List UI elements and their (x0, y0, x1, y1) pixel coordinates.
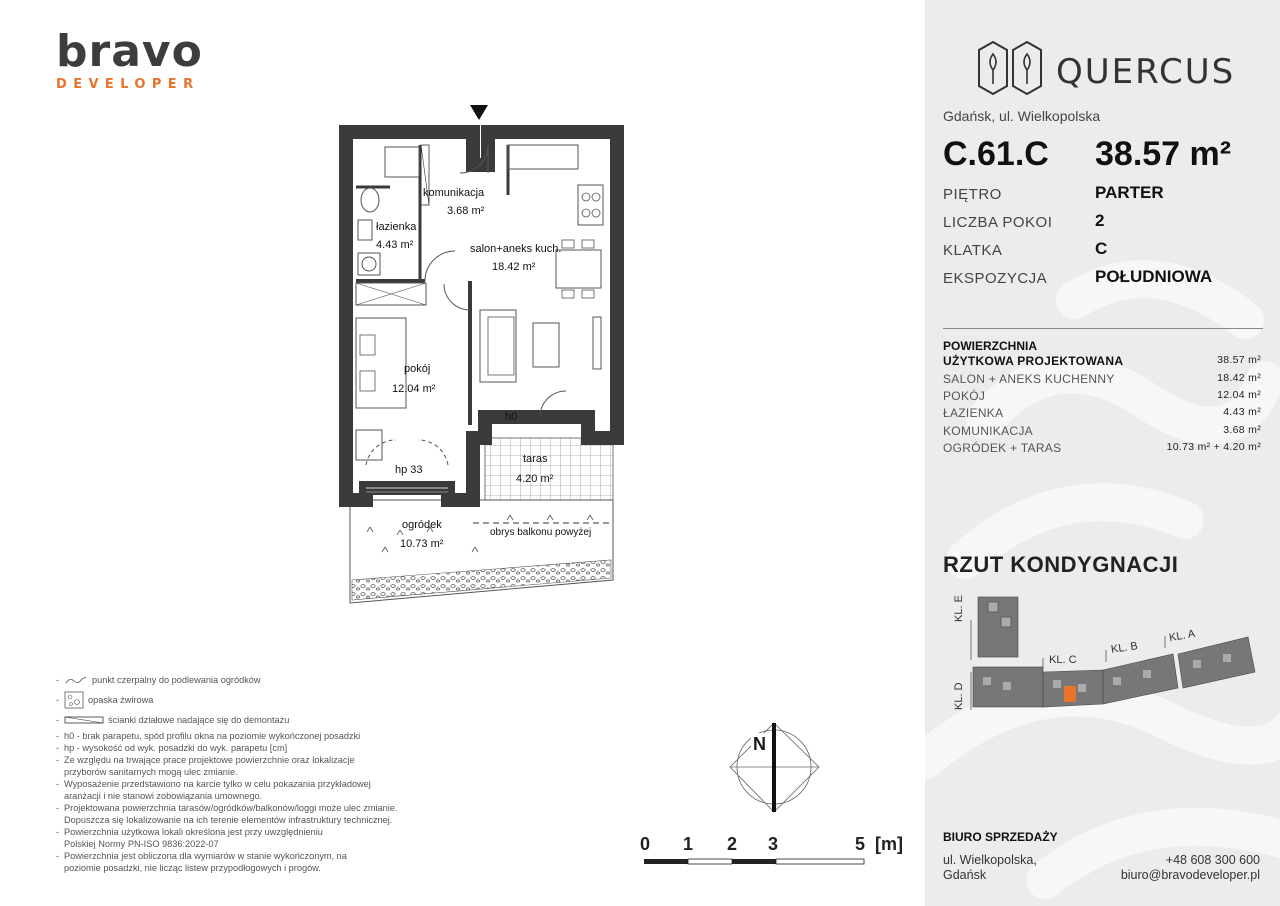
legend-item-gravel: - opaska żwirowa (56, 690, 436, 710)
area-total-label: UŻYTKOWA PROJEKTOWANA (943, 354, 1124, 368)
legend-note: - Wyposażenie przedstawiono na karcie tylko w celu pokazania przykładowej aranżacji i nie stanowi zobowiązania umownego. (56, 779, 371, 801)
apartment-id: C.61.C (943, 135, 1049, 173)
sales-address-line-1: ul. Wielkopolska, (943, 853, 1037, 867)
room-name-salon: salon+aneks kuch. (470, 243, 562, 255)
balcony-outline-label: obrys balkonu powyżej (490, 527, 592, 538)
north-indicator (727, 720, 822, 815)
info-panel (925, 0, 1280, 906)
room-area-salon: 18.42 m² (492, 261, 536, 273)
room-area-ogrodek: 10.73 m² (400, 538, 444, 550)
legend (56, 670, 436, 874)
logo-subtitle: DEVELOPER (56, 77, 200, 92)
scale-tick: 1 (683, 834, 694, 854)
compass-icon (727, 720, 822, 815)
developer-logo (56, 26, 236, 92)
entrance-arrow-icon (470, 105, 488, 120)
sales-phone[interactable]: +48 608 300 600 (1165, 853, 1260, 867)
north-label: N (753, 734, 766, 754)
gravel-icon (64, 691, 84, 709)
scale-tick: 5 (855, 834, 866, 854)
room-area-pokoj: 12.04 m² (392, 383, 436, 395)
keyplan-label-a: KL. A (1168, 627, 1197, 645)
area-total-row (943, 354, 1261, 368)
building-keyplan (943, 592, 1263, 722)
sales-email[interactable]: biuro@bravodeveloper.pl (1120, 868, 1260, 882)
legend-note: - Powierzchnia jest obliczona dla wymiarów w stanie wykończonym, na poziomie posadzki, nie licząc listew przypodłogowych i progów. (56, 851, 347, 873)
keyplan-title: RZUT KONDYGNACJI (943, 552, 1179, 577)
floor-label: PIĘTRO (943, 186, 1002, 203)
area-row: KOMUNIKACJA 3.68 m² (943, 424, 1261, 438)
rooms-value: 2 (1095, 211, 1105, 230)
floor-plan (330, 95, 630, 615)
keyplan-label-e: KL. E (953, 595, 965, 622)
legend-note: - hp - wysokość od wyk. posadzki do wyk. parapetu [cm] (56, 743, 288, 753)
legend-note: - Powierzchnia użytkowa lokali określona jest przy uwzględnieniu Polskiej Normy PN-ISO 9836:2022-07 (56, 827, 323, 849)
scale-tick: 0 (640, 834, 651, 854)
area-heading: POWIERZCHNIA (943, 339, 1037, 353)
legend-item-tap: - punkt czerpalny do podlewania ogródków (56, 675, 261, 685)
project-location: Gdańsk, ul. Wielkopolska (943, 108, 1101, 124)
project-name: QUERCUS (1056, 52, 1236, 92)
staircase-value: C (1095, 239, 1108, 258)
keyplan-label-c: KL. C (1049, 654, 1077, 666)
area-total-value: 38.57 m² (1217, 354, 1261, 366)
mark-hp: hp 33 (395, 464, 423, 476)
keyplan-label-d: KL. D (953, 682, 965, 710)
scale-bar (640, 834, 910, 866)
sales-address-line-2: Gdańsk (943, 868, 987, 882)
sales-office-title: BIURO SPRZEDAŻY (943, 830, 1058, 844)
floor-value: PARTER (1095, 183, 1164, 202)
scale-tick: 3 (768, 834, 779, 854)
room-name-lazienka: łazienka (376, 221, 417, 233)
scale-unit: [m] (875, 834, 903, 854)
legend-note: - Projektowana powierzchnia tarasów/ogródków/balkonów/loggi może ulec zmianie. Dopuszcza się lokalizowanie na ich terenie elementów infrastruktury technicznej. (56, 803, 398, 825)
keyplan (943, 592, 1263, 722)
area-row: POKÓJ 12.04 m² (943, 389, 1261, 403)
room-name-taras: taras (523, 453, 548, 465)
staircase-label: KLATKA (943, 242, 1003, 259)
legend-item-wall: - ścianki działowe nadające się do demontażu (56, 715, 290, 725)
scale-tick: 2 (727, 834, 738, 854)
rooms-label: LICZBA POKOI (943, 214, 1053, 231)
logo-brand: bravo (56, 26, 203, 77)
room-name-komunikacja: komunikacja (423, 187, 485, 199)
demountable-wall-icon (64, 716, 104, 724)
scale-graduation (644, 858, 874, 866)
legend-note: - Ze względu na trwające prace projektowe powierzchnie oraz lokalizacje przyborów sanitarnych mogą ulec zmianie. (56, 755, 355, 777)
area-row: OGRÓDEK + TARAS 10.73 m² + 4.20 m² (943, 441, 1261, 455)
exposure-value: POŁUDNIOWA (1095, 267, 1213, 286)
room-area-taras: 4.20 m² (516, 473, 554, 485)
exposure-label: EKSPOZYCJA (943, 270, 1048, 287)
room-name-pokoj: pokój (404, 363, 431, 375)
keyplan-label-b: KL. B (1110, 640, 1139, 656)
mark-h0: h0 (505, 411, 518, 423)
area-row: SALON + ANEKS KUCHENNY 18.42 m² (943, 372, 1261, 386)
room-name-ogrodek: ogródek (402, 519, 442, 531)
quercus-logo-icon (977, 40, 1043, 96)
apartment-highlight (1064, 686, 1076, 702)
room-area-komunikacja: 3.68 m² (447, 205, 485, 217)
legend-note: - h0 - brak parapetu, spód profilu okna na poziomie wykończonej posadzki (56, 731, 361, 741)
apartment-area: 38.57 m² (1095, 135, 1232, 173)
room-area-lazienka: 4.43 m² (376, 239, 414, 251)
tap-point-icon (64, 675, 88, 685)
divider (943, 328, 1263, 329)
area-row: ŁAZIENKA 4.43 m² (943, 406, 1261, 420)
